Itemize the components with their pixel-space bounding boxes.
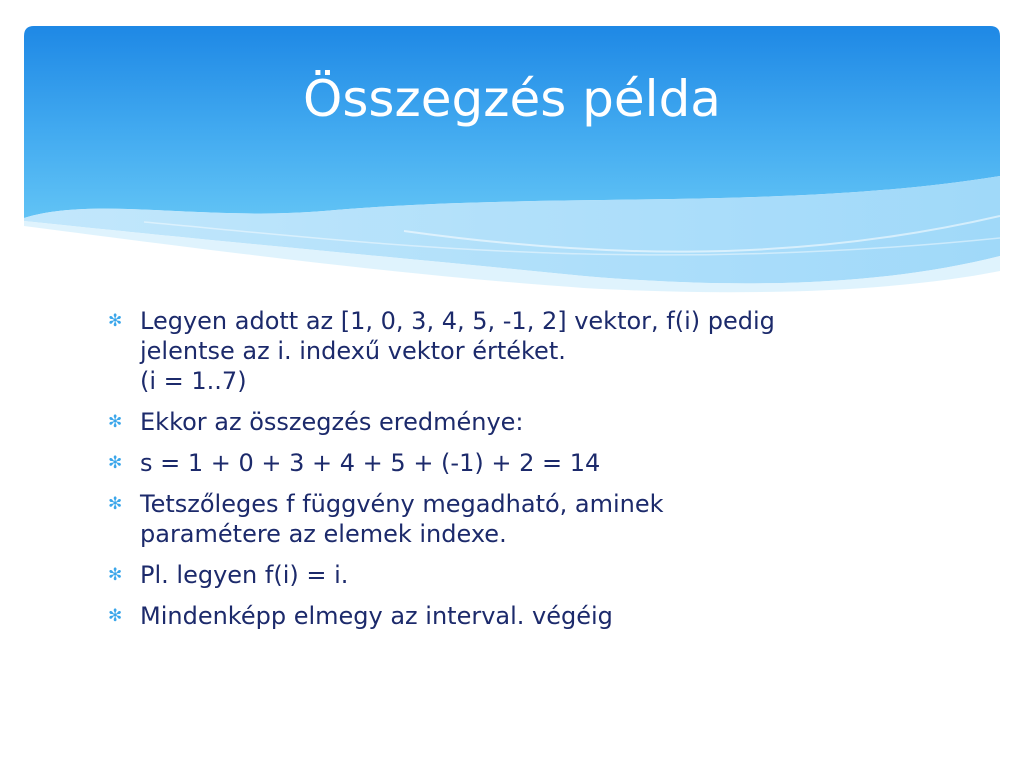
bullet-item [108,560,928,590]
bullet-item [108,407,928,437]
bullet-text-line: Mindenképp elmegy az interval. végéig [140,602,613,630]
header-band [24,26,1000,296]
bullet-item [108,601,928,631]
header-wave-graphic [24,26,1000,296]
asterisk-bullet-icon: ✻ [108,453,123,473]
bullet-item [108,448,928,478]
bullet-text-line: Pl. legyen f(i) = i. [140,561,349,589]
asterisk-bullet-icon: ✻ [108,565,123,585]
bullet-text-line: (i = 1..7) [140,367,247,395]
bullet-text-line: Tetszőleges f függvény megadható, aminek [140,490,664,518]
bullet-text-line: s = 1 + 0 + 3 + 4 + 5 + (-1) + 2 = 14 [140,449,601,477]
bullet-text-line: paramétere az elemek indexe. [140,520,507,548]
asterisk-bullet-icon: ✻ [108,412,123,432]
bullet-text-line: Legyen adott az [1, 0, 3, 4, 5, -1, 2] vektor, f(i) pedig [140,307,775,335]
asterisk-bullet-icon: ✻ [108,494,123,514]
bullet-item [108,306,928,396]
asterisk-bullet-icon: ✻ [108,311,123,331]
slide-title: Összegzés példa [303,70,721,128]
bullet-text-line: Ekkor az összegzés eredménye: [140,408,524,436]
asterisk-bullet-icon: ✻ [108,606,123,626]
bullet-list [108,306,928,642]
bullet-item [108,489,928,549]
bullet-text-line: jelentse az i. indexű vektor értéket. [140,337,566,365]
